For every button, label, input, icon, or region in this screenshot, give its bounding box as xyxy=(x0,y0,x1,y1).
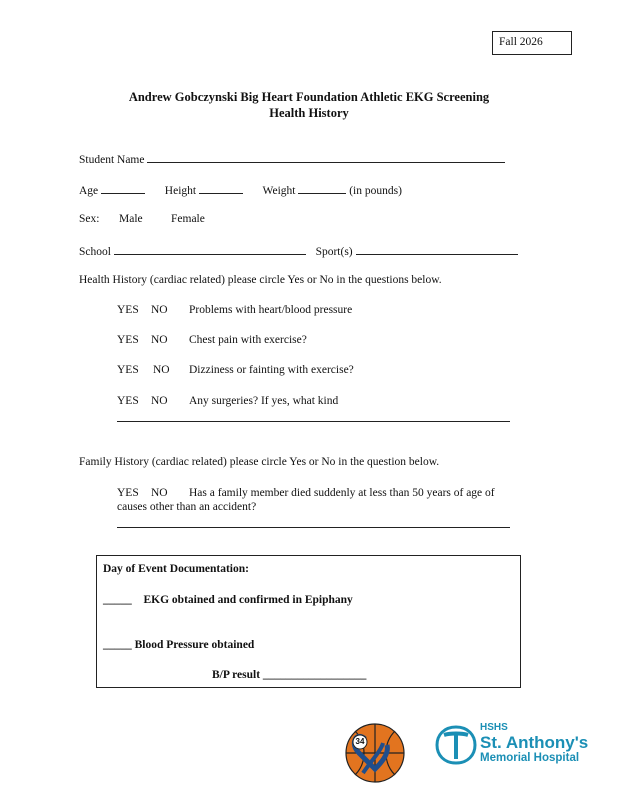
bp-result-label: B/P result xyxy=(212,669,261,681)
bp-label: Blood Pressure obtained xyxy=(134,639,255,651)
hospital-logo xyxy=(434,724,478,766)
no-option[interactable]: NO xyxy=(151,304,168,316)
health-question-row xyxy=(117,395,338,407)
sports-field[interactable] xyxy=(356,244,518,255)
bp-check-blank[interactable]: _____ xyxy=(103,639,132,651)
form-title: Andrew Gobczynski Big Heart Foundation Athletic EKG Screening xyxy=(128,90,490,104)
no-option[interactable]: NO xyxy=(151,487,168,499)
sex-label: Sex: xyxy=(79,213,100,225)
question-text: Any surgeries? If yes, what kind xyxy=(189,395,339,407)
age-label: Age xyxy=(79,185,99,197)
hospital-name-sub: Memorial Hospital xyxy=(480,752,580,764)
health-question-row xyxy=(117,364,354,376)
yes-option[interactable]: YES xyxy=(117,334,139,346)
hospital-name: St. Anthony's xyxy=(480,733,589,752)
basketball-heart-icon xyxy=(343,721,407,785)
question-text: Problems with heart/blood pressure xyxy=(189,304,353,316)
family-history-heading: Family History (cardiac related) please circle Yes or No in the question below. xyxy=(79,456,440,468)
yes-option[interactable]: YES xyxy=(117,395,139,407)
student-name-field[interactable] xyxy=(147,152,505,163)
question-text: Has a family member died suddenly at less than 50 years of age of xyxy=(189,487,495,499)
family-question-row xyxy=(117,487,495,499)
bp-result-field[interactable]: __________________ xyxy=(262,669,367,681)
weight-field[interactable] xyxy=(298,183,346,194)
question-text: Chest pain with exercise? xyxy=(189,334,307,346)
family-answer-line[interactable] xyxy=(117,527,510,528)
term-label: Fall 2026 xyxy=(492,31,572,55)
yes-option[interactable]: YES xyxy=(117,304,139,316)
surgery-answer-line[interactable] xyxy=(117,421,510,422)
yes-option[interactable]: YES xyxy=(117,487,139,499)
no-option[interactable]: NO xyxy=(151,395,168,407)
form-subtitle: Health History xyxy=(269,106,349,120)
no-option[interactable]: NO xyxy=(153,364,170,376)
jersey-number: 34 xyxy=(355,737,365,746)
school-label: School xyxy=(79,246,111,258)
height-label: Height xyxy=(164,185,197,197)
height-field[interactable] xyxy=(199,183,243,194)
foundation-logo xyxy=(343,721,407,785)
family-question-continuation: causes other than an accident? xyxy=(117,501,257,513)
sex-option-female[interactable]: Female xyxy=(171,213,205,225)
hospital-org: HSHS xyxy=(480,722,508,733)
day-of-event-heading: Day of Event Documentation: xyxy=(103,563,249,575)
sports-label: Sport(s) xyxy=(315,246,353,258)
hospital-tau-cross-icon xyxy=(434,724,478,766)
weight-label: Weight xyxy=(262,185,296,197)
age-field[interactable] xyxy=(101,183,145,194)
question-text: Dizziness or fainting with exercise? xyxy=(189,364,354,376)
health-question-row xyxy=(117,334,307,346)
student-name-label: Student Name xyxy=(79,154,145,166)
health-history-heading: Health History (cardiac related) please circle Yes or No in the questions below. xyxy=(79,274,442,286)
sex-option-male[interactable]: Male xyxy=(119,213,143,225)
ekg-label: EKG obtained and confirmed in Epiphany xyxy=(143,594,353,606)
ekg-check-blank[interactable]: _____ xyxy=(103,594,132,606)
school-field[interactable] xyxy=(114,244,306,255)
day-of-event-box xyxy=(96,555,521,688)
weight-unit: (in pounds) xyxy=(349,185,402,197)
yes-option[interactable]: YES xyxy=(117,364,139,376)
no-option[interactable]: NO xyxy=(151,334,168,346)
health-question-row xyxy=(117,304,352,316)
